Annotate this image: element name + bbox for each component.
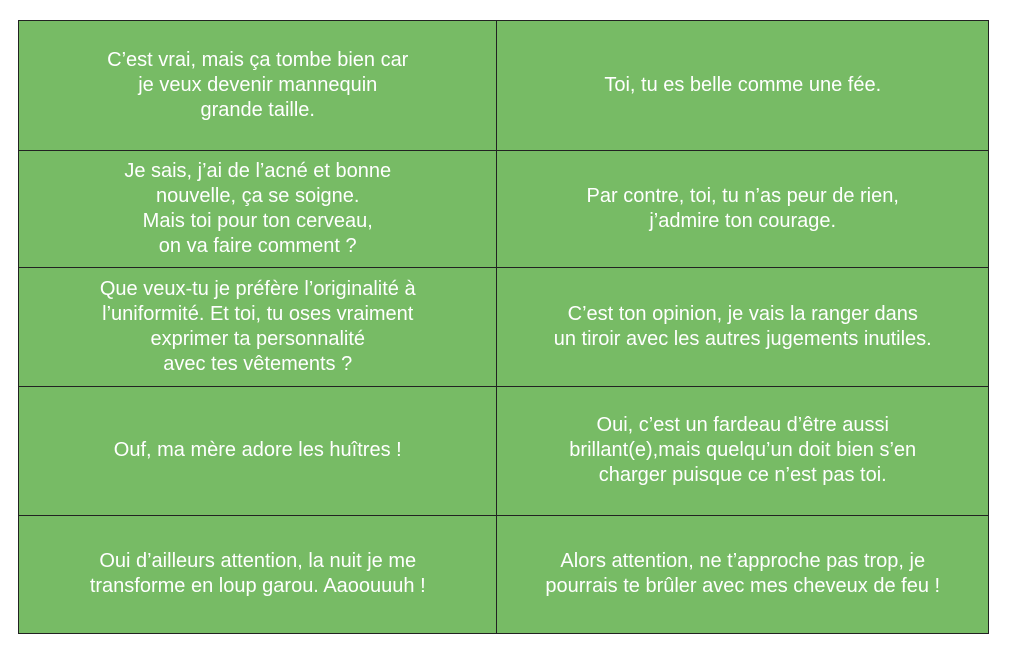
card-cell-right: C’est ton opinion, je vais la ranger dans un tiroir avec les autres jugements inutiles. xyxy=(497,268,989,386)
table-row xyxy=(19,151,989,268)
card-cell-left: Que veux-tu je préfère l’originalité à l’uniformité. Et toi, tu oses vraiment exprimer ta personnalité avec tes vêtements ? xyxy=(19,268,497,386)
card-cell-right: Alors attention, ne t’approche pas trop, je pourrais te brûler avec mes cheveux de feu ! xyxy=(497,515,989,633)
table-row xyxy=(19,386,989,515)
card-cell-right: Oui, c’est un fardeau d’être aussi brillant(e),mais quelqu’un doit bien s’en charger puisque ce n’est pas toi. xyxy=(497,386,989,515)
card-cell-left: Oui d’ailleurs attention, la nuit je me transforme en loup garou. Aaoouuuh ! xyxy=(19,515,497,633)
table-row xyxy=(19,515,989,633)
card-cell-right: Par contre, toi, tu n’as peur de rien, j’admire ton courage. xyxy=(497,151,989,268)
table-row xyxy=(19,268,989,386)
card-cell-left: Ouf, ma mère adore les huîtres ! xyxy=(19,386,497,515)
card-cell-left: C’est vrai, mais ça tombe bien car je veux devenir mannequin grande taille. xyxy=(19,21,497,151)
table-row xyxy=(19,21,989,151)
card-cell-right: Toi, tu es belle comme une fée. xyxy=(497,21,989,151)
card-cell-left: Je sais, j’ai de l’acné et bonne nouvelle, ça se soigne. Mais toi pour ton cerveau, on va faire comment ? xyxy=(19,151,497,268)
response-cards-table xyxy=(18,20,989,634)
